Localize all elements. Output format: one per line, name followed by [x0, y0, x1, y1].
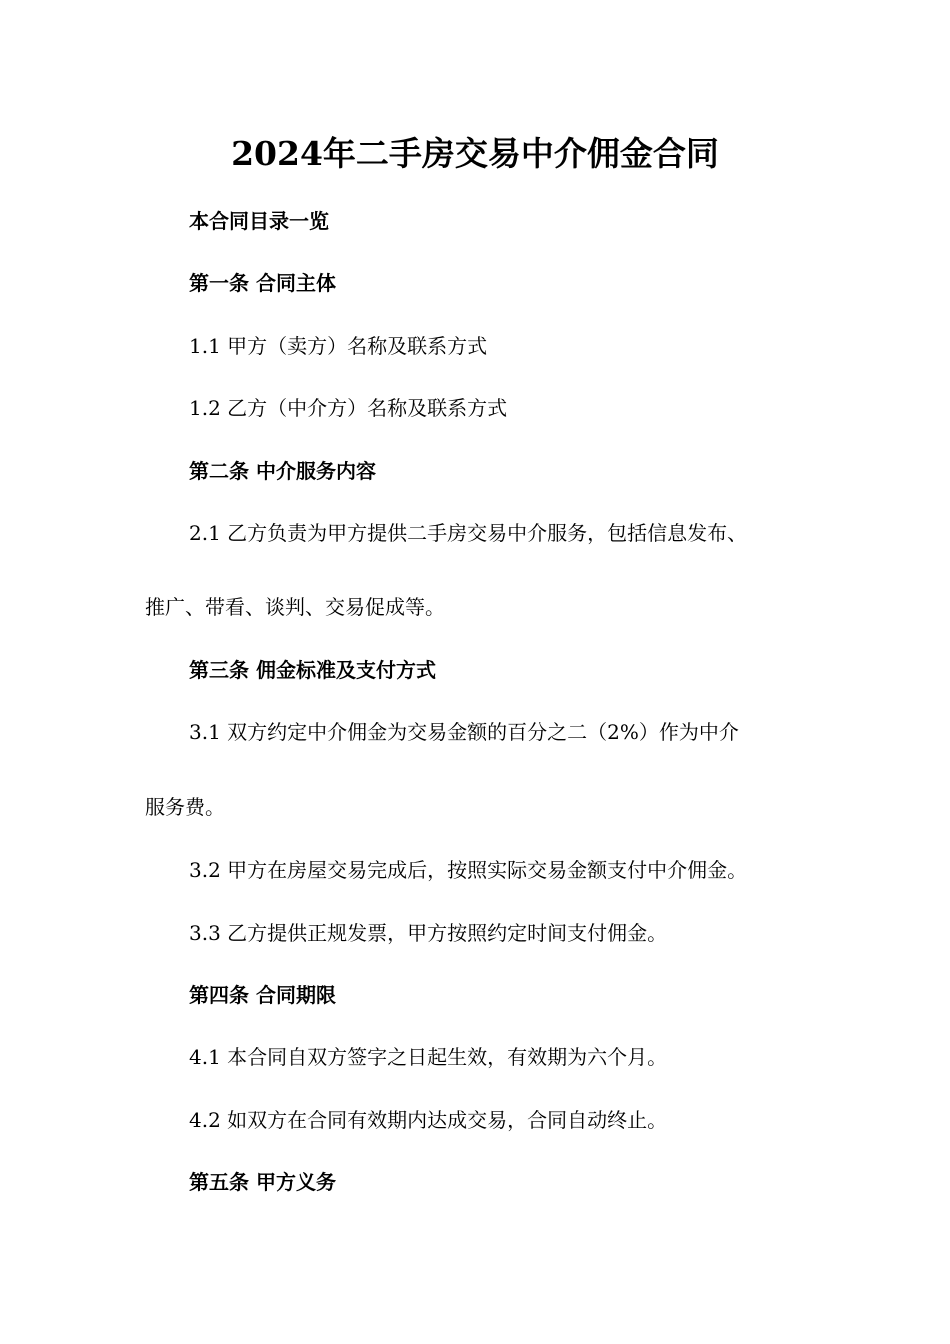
section-1-heading: 第一条 合同主体 [189, 271, 336, 295]
page-title: 2024年二手房交易中介佣金合同 [231, 134, 719, 173]
clause-1-1: 1.1 甲方（卖方）名称及联系方式 [189, 334, 488, 358]
clause-3-2: 3.2 甲方在房屋交易完成后，按照实际交易金额支付中介佣金。 [189, 858, 748, 882]
clause-4-1: 4.1 本合同自双方签字之日起生效，有效期为六个月。 [189, 1045, 668, 1069]
clause-4-2: 4.2 如双方在合同有效期内达成交易，合同自动终止。 [189, 1108, 668, 1132]
clause-3-1-line2: 服务费。 [145, 795, 225, 819]
section-2-heading: 第二条 中介服务内容 [189, 459, 376, 483]
section-3-heading: 第三条 佣金标准及支付方式 [189, 658, 436, 682]
clause-2-1-line1: 2.1 乙方负责为甲方提供二手房交易中介服务，包括信息发布、 [189, 521, 748, 545]
clause-3-3: 3.3 乙方提供正规发票，甲方按照约定时间支付佣金。 [189, 921, 668, 945]
section-4-heading: 第四条 合同期限 [189, 983, 336, 1007]
section-5-heading: 第五条 甲方义务 [189, 1170, 336, 1194]
clause-2-1-line2: 推广、带看、谈判、交易促成等。 [145, 595, 445, 619]
clause-1-2: 1.2 乙方（中介方）名称及联系方式 [189, 396, 508, 420]
toc-heading: 本合同目录一览 [189, 209, 329, 233]
clause-3-1-line1: 3.1 双方约定中介佣金为交易金额的百分之二（2%）作为中介 [189, 720, 739, 744]
